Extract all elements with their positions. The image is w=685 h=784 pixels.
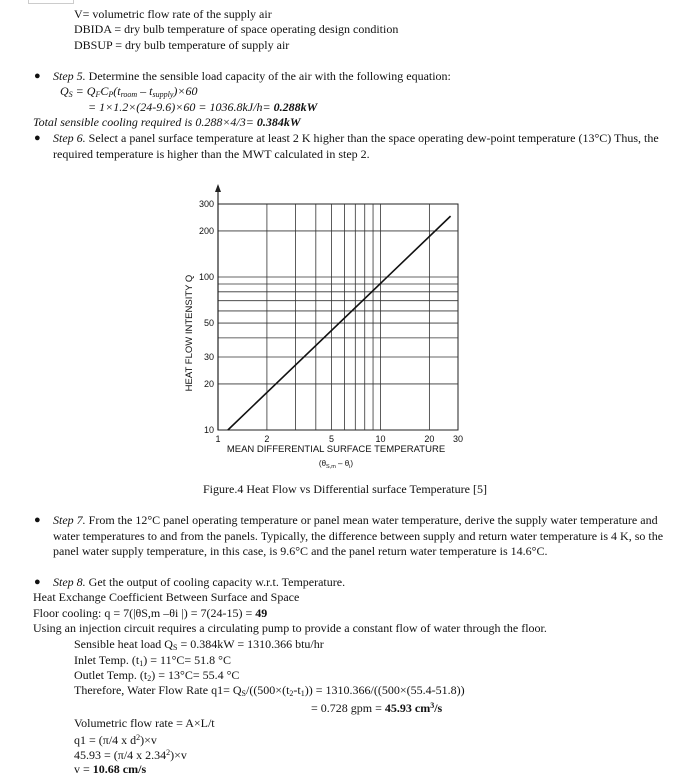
outlet-sub: 2: [147, 674, 152, 683]
volumetric-flow: Volumetric flow rate = A×L/t: [74, 716, 215, 730]
flow-result-value: 45.93 cm: [384, 701, 431, 715]
y-axis-arrow: [215, 184, 221, 192]
outlet-value: ) = 13°C= 55.4 °C: [151, 668, 240, 682]
bullet-icon: ●: [34, 70, 41, 82]
total-result: 0.384kW: [256, 115, 301, 129]
floor-text: Floor cooling: q = 7(|θS,m –θi |) = 7(24-15) =: [33, 606, 256, 620]
step7-line2: water temperatures to and from the panels. Typically, the difference between supply and return water temperature is 4 K, so the: [53, 529, 664, 543]
velocity-result: [74, 762, 146, 776]
flow-text: Therefore, Water Flow Rate q1= Q: [74, 683, 242, 697]
page-artifact: [28, 0, 74, 4]
bullet-icon: ●: [34, 132, 41, 144]
y-tick-label: 20: [203, 378, 214, 389]
outlet-text: Outlet Temp. (t: [74, 668, 148, 682]
step5-calc: [88, 100, 317, 114]
flow-text: /((500×(t: [245, 683, 290, 697]
hx-coefficient: Heat Exchange Coefficient Between Surface and Space: [33, 590, 300, 604]
step5-total: [33, 115, 301, 129]
bullet-icon: ●: [34, 514, 41, 526]
step6-line2: required temperature is higher than the MWT calculated in step 2.: [53, 147, 370, 161]
bullet-icon: ●: [34, 576, 41, 588]
flow-sub: 1: [300, 689, 305, 698]
eq-sub: F: [95, 90, 101, 99]
inlet-value: ) = 11°C= 51.8 °C: [143, 653, 231, 667]
flow-sub: S: [241, 689, 246, 698]
eq-part: C: [100, 84, 109, 98]
x-tick-label: 1: [215, 434, 221, 444]
y-axis-label: HEAT FLOW INTENSITY Q: [184, 274, 195, 392]
plot-frame: [218, 204, 458, 430]
calc-result: 0.288kW: [273, 100, 318, 114]
step8-label: Step 8.: [53, 575, 86, 589]
flow-result-sup: 3: [430, 701, 435, 710]
water-flow-result: [311, 699, 442, 715]
flow-sub: 2: [289, 689, 294, 698]
flow-text: -t: [293, 683, 301, 697]
x-axis-label: MEAN DIFFERENTIAL SURFACE TEMPERATURE: [226, 444, 446, 455]
inlet-text: Inlet Temp. (t: [74, 653, 140, 667]
q1-sup: 2: [136, 733, 141, 742]
inlet-sub: 1: [139, 659, 144, 668]
def-dbsup: DBSUP = dry bulb temperature of supply air: [74, 38, 290, 52]
step8-text: Get the output of cooling capacity w.r.t. Temperature.: [85, 575, 346, 589]
step8-line: [53, 575, 345, 589]
x-tick-label: 10: [375, 434, 386, 444]
sensible-sub: S: [172, 643, 178, 652]
x-tick-label: 5: [329, 434, 335, 444]
velocity-text: v =: [74, 762, 93, 776]
y-tick-label: 100: [198, 271, 214, 282]
eq-sub: P: [108, 90, 114, 99]
floor-result: 49: [255, 606, 268, 620]
total-text: Total sensible cooling required is 0.288×4/3=: [33, 115, 257, 129]
q1-text: q1 = (π/4 x d: [74, 733, 137, 747]
q1-rest: )×v: [140, 733, 157, 747]
eq-q: Q: [60, 84, 69, 98]
step7-line3: panel water supply temperature, in this case, is 9.6°C and the panel return water temperature is 14.6°C.: [53, 544, 548, 558]
sensible-value: = 0.384kW = 1310.366 btu/hr: [177, 637, 324, 651]
step5-line: [53, 69, 451, 83]
y-tick-label: 50: [203, 318, 214, 329]
injection-circuit: Using an injection circuit requires a circulating pump to provide a constant flow of water through the floor.: [33, 621, 547, 635]
q2-rest: )×v: [170, 748, 187, 762]
sensible-text: Sensible heat load Q: [74, 637, 173, 651]
calc-text: = 1×1.2×(24-9.6)×60 = 1036.8kJ/h=: [88, 100, 274, 114]
eq-sub: supply: [152, 90, 174, 99]
step7-label: Step 7.: [53, 513, 86, 527]
flow-result-unit: /s: [434, 701, 443, 715]
x-axis-sublabel: $(\theta_{S,m} - \theta_i)$: [318, 459, 354, 470]
step5-text: Determine the sensible load capacity of the air with the following equation:: [85, 69, 451, 83]
velocity-value: 10.68 cm/s: [92, 762, 147, 776]
x-tick-label: 20: [424, 434, 435, 444]
eq-part: (t: [113, 84, 121, 98]
y-tick-label: 10: [203, 425, 214, 435]
y-tick-label: 300: [198, 199, 214, 209]
eq-part: – t: [137, 84, 153, 98]
step7-text: From the 12°C panel operating temperature or panel mean water temperature, derive the supply water temperature and: [85, 513, 658, 527]
step5-label: Step 5.: [53, 69, 86, 83]
q2-equation: [74, 746, 187, 762]
step7-line1: [53, 513, 658, 527]
def-dbida: DBIDA = dry bulb temperature of space operating design condition: [74, 22, 399, 36]
figure-caption: Figure.4 Heat Flow vs Differential surface Temperature [5]: [203, 482, 487, 496]
y-tick-label: 200: [198, 225, 214, 236]
eq-sub: S: [68, 90, 73, 99]
q1-equation: [74, 731, 157, 747]
eq-sub: room: [120, 90, 138, 99]
x-tick-label: 2: [264, 434, 270, 444]
step6-line1: [53, 131, 659, 145]
heat-flow-chart: [0, 172, 685, 472]
x-tick-label: 30: [452, 434, 464, 444]
q2-sup: 2: [166, 748, 171, 757]
flow-result-text: = 0.728 gpm =: [311, 701, 385, 715]
floor-cooling: [33, 606, 267, 620]
def-v: V= volumetric flow rate of the supply air: [74, 7, 272, 21]
q2-text: 45.93 = (π/4 x 2.34: [74, 748, 167, 762]
step6-text: Select a panel surface temperature at least 2 K higher than the space operating dew-point temperature (13°C) Thus, the: [85, 131, 659, 145]
step6-label: Step 6.: [53, 131, 86, 145]
eq-part: = Q: [72, 84, 96, 98]
eq-part: )×60: [173, 84, 198, 98]
y-tick-label: 30: [203, 352, 214, 363]
flow-text: )) = 1310.366/((500×(55.4-51.8)): [304, 683, 465, 697]
